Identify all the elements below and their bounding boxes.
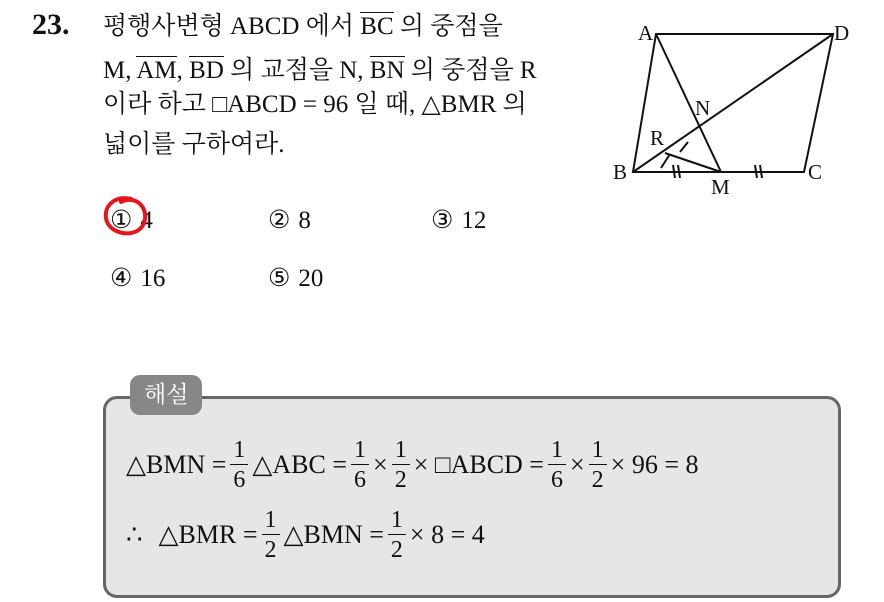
choice-4[interactable]	[110, 263, 165, 293]
fraction: $\frac{1}{2}$	[589, 438, 607, 492]
segment-am-line	[656, 34, 721, 172]
tick-mark	[678, 165, 680, 178]
fraction: $\frac{1}{6}$	[351, 438, 369, 492]
eq-text: ×	[373, 450, 388, 479]
label-c: C	[808, 160, 823, 184]
choice-value: 4	[140, 207, 153, 234]
fraction: $\frac{1}{2}$	[262, 508, 280, 562]
eq-text: × 96 = 8	[610, 450, 699, 479]
segment-bd-line	[633, 34, 833, 172]
solution-equation-2	[126, 508, 485, 562]
question-text: 의 중점을 R	[404, 57, 537, 84]
choice-marker: ①	[110, 207, 133, 234]
eq-text: ×	[569, 450, 585, 479]
eq-text: × 8 = 4	[409, 520, 485, 549]
choice-value: 8	[298, 207, 311, 234]
choice-marker: ③	[431, 207, 454, 234]
label-d: D	[834, 21, 850, 45]
choice-value: 12	[461, 207, 487, 234]
therefore-symbol: ∴	[126, 520, 143, 549]
question-text: 의 교점을 N,	[223, 57, 370, 84]
solution-equation-1	[126, 438, 698, 492]
eq-text: △BMR =	[158, 520, 258, 549]
question-line-3: 이라 하고 □ABCD = 96 일 때, △BMR 의	[103, 91, 527, 118]
choice-value: 20	[298, 265, 324, 292]
eq-text: △ABC =	[252, 450, 348, 479]
label-m: M	[711, 175, 730, 198]
choice-2[interactable]	[268, 205, 311, 235]
solution-panel	[103, 396, 841, 598]
fraction: $\frac{1}{2}$	[388, 508, 406, 562]
label-a: A	[638, 21, 654, 45]
tick-mark	[661, 154, 670, 168]
selected-answer-circle-icon	[101, 194, 153, 240]
eq-text: △BMN =	[126, 450, 227, 479]
choice-5[interactable]	[268, 263, 323, 293]
label-n: N	[695, 96, 711, 120]
tick-mark	[760, 165, 762, 178]
segment-bc: BC	[360, 13, 394, 40]
tick-mark	[673, 165, 675, 178]
fraction: $\frac{1}{6}$	[548, 438, 566, 492]
segment-am: AM	[136, 57, 177, 84]
segment-bn: BN	[369, 57, 405, 84]
question-text: ,	[176, 57, 190, 84]
question-line-1	[103, 12, 503, 42]
choice-3[interactable]	[431, 205, 486, 235]
solution-tag: 해설	[130, 375, 202, 415]
fraction: $\frac{1}{2}$	[392, 438, 410, 492]
parallelogram-figure	[608, 18, 858, 198]
fraction: $\frac{1}{6}$	[230, 438, 248, 492]
choice-marker: ⑤	[268, 265, 291, 292]
label-r: R	[650, 126, 665, 150]
choice-marker: ④	[110, 265, 133, 292]
choice-value: 16	[140, 265, 166, 292]
segment-bd: BD	[189, 57, 224, 84]
eq-text: △BMN =	[283, 520, 384, 549]
question-number: 23.	[32, 8, 70, 41]
question-text: 의 중점을	[393, 13, 503, 40]
label-b: B	[613, 160, 628, 184]
question-line-2	[103, 56, 537, 86]
eq-text: × □ABCD =	[413, 450, 544, 479]
choice-marker: ②	[268, 207, 291, 234]
tick-mark	[680, 142, 688, 152]
tick-mark	[755, 165, 757, 178]
question-line-4: 넓이를 구하여라.	[103, 131, 285, 158]
question-text: 평행사변형 ABCD 에서	[103, 13, 361, 40]
question-text: M,	[103, 57, 137, 84]
